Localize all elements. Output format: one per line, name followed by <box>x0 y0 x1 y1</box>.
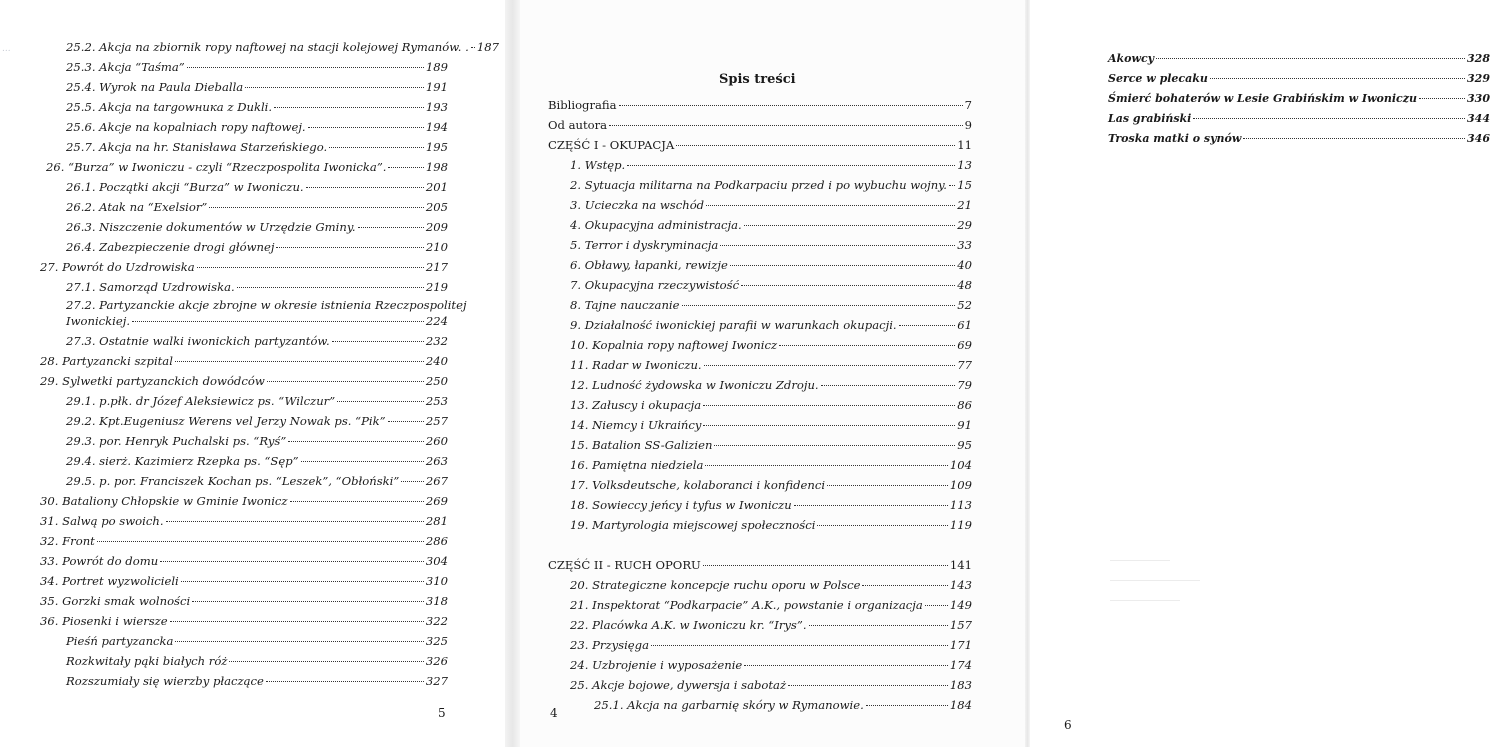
right-page-number: 6 <box>1064 718 1072 732</box>
toc-entry <box>570 198 972 212</box>
toc-entry-page: 326 <box>425 654 448 668</box>
dot-leader <box>720 245 955 246</box>
dot-leader <box>779 345 955 346</box>
dot-leader <box>245 87 424 88</box>
toc-entry <box>66 120 448 134</box>
toc-entry <box>1108 52 1490 66</box>
toc-entry-title: 34. Portret wyzwolicieli <box>40 574 179 588</box>
toc-entry-title: 30. Bataliony Chłopskie w Gminie Iwonicz <box>40 494 288 508</box>
toc-entry-title: 21. Inspektorat “Podkarpacie” A.K., powstanie i organizacja <box>570 598 923 612</box>
toc-entry-title: 29.3. por. Henryk Puchalski ps. “Ryś” <box>66 434 287 448</box>
toc-entry-page: 250 <box>425 374 448 388</box>
toc-entry-title: 17. Volksdeutsche, kolaboranci i konfidenci <box>570 478 826 492</box>
toc-entry <box>548 98 972 112</box>
toc-entry-page: 143 <box>949 578 972 592</box>
toc-entry-page: 346 <box>1467 132 1490 145</box>
toc-entry <box>66 220 448 234</box>
dot-leader <box>705 465 948 466</box>
toc-entry-title: 31. Salwą po swoich. <box>40 514 164 528</box>
dot-leader <box>266 681 424 682</box>
toc-entry-page: 217 <box>425 260 448 274</box>
dot-leader <box>229 661 423 662</box>
toc-entry-title: 29.4. sierż. Kazimierz Rzepka ps. “Sęp” <box>66 454 299 468</box>
dot-leader <box>627 165 955 166</box>
dot-leader <box>925 605 948 606</box>
toc-entry <box>66 474 448 488</box>
toc-entry-page: 198 <box>425 160 448 174</box>
toc-entry-title: 24. Uzbrojenie i wyposażenie <box>570 658 743 672</box>
toc-entry <box>1108 72 1490 86</box>
dot-leader <box>337 401 424 402</box>
toc-entry <box>570 418 972 432</box>
toc-entry-title: 27.1. Samorząd Uzdrowiska. <box>66 280 235 294</box>
dot-leader <box>744 665 948 666</box>
bleed-through-line <box>1110 600 1180 601</box>
toc-entry <box>594 698 972 712</box>
toc-entry <box>570 378 972 392</box>
toc-entry <box>66 280 448 294</box>
toc-entry <box>40 594 448 608</box>
toc-entry-title: 27. Powrót do Uzdrowiska <box>40 260 195 274</box>
toc-entry-page: 224 <box>425 314 448 328</box>
toc-entry-title: 3. Ucieczka na wschód <box>570 198 705 212</box>
toc-entry-page: 9 <box>964 118 972 132</box>
dot-leader <box>714 445 955 446</box>
dot-leader <box>1419 98 1465 99</box>
toc-entry-page: 21 <box>957 198 972 212</box>
toc-entry-page: 322 <box>425 614 448 628</box>
toc-entry <box>40 554 448 568</box>
dot-leader <box>274 107 424 108</box>
toc-entry <box>40 494 448 508</box>
toc-entry-title: 25.2. Akcja na zbiornik ropy naftowej na stacji kolejowej Rymanów. . <box>66 40 469 54</box>
toc-entry-title: 26.1. Początki akcji “Burza” w Iwoniczu. <box>66 180 304 194</box>
toc-entry-title: CZĘŚĆ I - OKUPACJA <box>548 138 675 152</box>
toc-entry-title: Iwonickiej. <box>66 314 131 328</box>
toc-entry <box>1108 132 1490 146</box>
toc-entry <box>40 354 448 368</box>
dot-leader <box>187 67 424 68</box>
toc-entry <box>570 278 972 292</box>
toc-entry-page: 157 <box>949 618 972 632</box>
toc-entry-title: 25.1. Akcja na garbarnię skóry w Rymanowie. <box>594 698 864 712</box>
middle-page <box>520 0 1025 747</box>
toc-entry-page: 269 <box>425 494 448 508</box>
toc-entry-page: 15 <box>957 178 972 192</box>
toc-entry <box>570 678 972 692</box>
toc-entry <box>66 180 448 194</box>
dot-leader <box>160 561 424 562</box>
dot-leader <box>949 185 955 186</box>
toc-entry-title: 4. Okupacyjna administracja. <box>570 218 742 232</box>
toc-entry-page: 263 <box>425 454 448 468</box>
middle-page-number: 4 <box>550 706 558 720</box>
toc-entry-page: 187 <box>476 40 499 54</box>
toc-entry-page: 240 <box>425 354 448 368</box>
dot-leader <box>827 485 948 486</box>
dot-leader <box>332 341 424 342</box>
toc-entry-page: 69 <box>957 338 972 352</box>
toc-entry <box>66 654 448 668</box>
dot-leader <box>301 461 424 462</box>
toc-entry-page: 183 <box>949 678 972 692</box>
toc-entry-title: 26.2. Atak na “Exelsior” <box>66 200 208 214</box>
toc-entry-page: 209 <box>425 220 448 234</box>
toc-entry <box>570 578 972 592</box>
toc-entry-title: 25.6. Akcje na kopalniach ropy naftowej. <box>66 120 306 134</box>
toc-entry <box>46 160 448 174</box>
dot-leader <box>192 601 424 602</box>
toc-entry-page: 327 <box>425 674 448 688</box>
toc-entry-title: 8. Tajne nauczanie <box>570 298 680 312</box>
toc-entry <box>570 338 972 352</box>
toc-entry-page: 310 <box>425 574 448 588</box>
toc-entry-title: Las grabiński <box>1108 112 1192 125</box>
dot-leader <box>237 287 424 288</box>
toc-entry-page: 344 <box>1467 112 1490 125</box>
toc-entry <box>570 218 972 232</box>
toc-entry-title: 9. Działalność iwonickiej parafii w warunkach okupacji. <box>570 318 897 332</box>
toc-entry <box>570 518 972 532</box>
toc-entry <box>548 118 972 132</box>
toc-entry-page: 91 <box>957 418 972 432</box>
toc-entry-title: 25. Akcje bojowe, dywersja i sabotaż <box>570 678 787 692</box>
toc-entry-wrapped-line2 <box>66 314 448 328</box>
toc-entry-page: 77 <box>957 358 972 372</box>
toc-entry-page: 79 <box>957 378 972 392</box>
toc-entry-title: 27.3. Ostatnie walki iwonickich partyzantów. <box>66 334 330 348</box>
right-page <box>1030 0 1511 747</box>
toc-entry <box>548 138 972 152</box>
dot-leader <box>741 285 955 286</box>
toc-entry-page: 210 <box>425 240 448 254</box>
toc-entry-page: 257 <box>425 414 448 428</box>
toc-entry-page: 281 <box>425 514 448 528</box>
toc-entry-title: 23. Przysięga <box>570 638 649 652</box>
toc-entry <box>66 100 448 114</box>
toc-entry-page: 61 <box>957 318 972 332</box>
toc-entry <box>40 534 448 548</box>
dot-leader <box>181 581 424 582</box>
toc-entry-title: 29.1. p.płk. dr Józef Aleksiewicz ps. “Wilczur” <box>66 394 336 408</box>
toc-entry-page: 184 <box>949 698 972 712</box>
toc-entry <box>570 458 972 472</box>
toc-title: Spis treści <box>719 72 796 87</box>
toc-entry-page: 267 <box>425 474 448 488</box>
dot-leader <box>132 321 424 322</box>
dot-leader <box>730 265 955 266</box>
toc-entry-page: 119 <box>949 518 972 532</box>
toc-entry-title: 2. Sytuacja militarna na Podkarpaciu przed i po wybuchu wojny. <box>570 178 947 192</box>
dot-leader <box>306 187 424 188</box>
dot-leader <box>703 405 955 406</box>
toc-entry-title: 35. Gorzki smak wolności <box>40 594 191 608</box>
dot-leader <box>899 325 956 326</box>
dot-leader <box>197 267 424 268</box>
toc-entry <box>570 158 972 172</box>
toc-entry-page: 328 <box>1467 52 1490 65</box>
toc-entry <box>66 394 448 408</box>
dot-leader <box>1156 58 1465 59</box>
toc-entry-title: 13. Załuscy i okupacja <box>570 398 702 412</box>
toc-entry-title: 26. “Burza” w Iwoniczu - czyli “Rzeczpospolita Iwonicka”. <box>46 160 387 174</box>
toc-entry <box>570 598 972 612</box>
toc-entry-title: Śmierć bohaterów w Lesie Grabińskim w Iwoniczu <box>1108 92 1417 105</box>
toc-entry-title: 14. Niemcy i Ukraińcy <box>570 418 702 432</box>
toc-entry-title: 32. Front <box>40 534 95 548</box>
toc-entry-page: 113 <box>949 498 972 512</box>
dot-leader <box>97 541 424 542</box>
toc-entry-page: 86 <box>957 398 972 412</box>
toc-entry <box>66 240 448 254</box>
toc-entry-title: 19. Martyrologia miejscowej społeczności <box>570 518 816 532</box>
toc-entry <box>570 618 972 632</box>
toc-entry-title: 29. Sylwetki partyzanckich dowódców <box>40 374 265 388</box>
toc-entry <box>40 514 448 528</box>
toc-entry-page: 48 <box>957 278 972 292</box>
dot-leader <box>682 305 956 306</box>
dot-leader <box>1193 118 1465 119</box>
toc-entry-title: Od autora <box>548 118 608 132</box>
toc-entry <box>570 658 972 672</box>
left-page <box>0 0 505 747</box>
dot-leader <box>809 625 948 626</box>
toc-entry-title: 25.3. Akcja “Taśma” <box>66 60 185 74</box>
toc-entry-page: 33 <box>957 238 972 252</box>
toc-entry-page: 29 <box>957 218 972 232</box>
toc-entry-title: Rozkwitały pąki białych róż <box>66 654 228 668</box>
toc-entry <box>570 178 972 192</box>
dot-leader <box>744 225 955 226</box>
toc-entry-page: 149 <box>949 598 972 612</box>
toc-entry-page: 330 <box>1467 92 1490 105</box>
toc-entry <box>66 60 448 74</box>
dot-leader <box>209 207 424 208</box>
toc-entry <box>66 414 448 428</box>
toc-entry <box>570 238 972 252</box>
toc-entry-title: 11. Radar w Iwoniczu. <box>570 358 702 372</box>
dot-leader <box>276 247 423 248</box>
dot-leader <box>170 621 424 622</box>
dot-leader <box>619 105 963 106</box>
toc-entry-title: 10. Kopalnia ropy naftowej Iwonicz <box>570 338 778 352</box>
toc-entry <box>1108 112 1490 126</box>
toc-entry <box>40 260 448 274</box>
toc-entry-page: 189 <box>425 60 448 74</box>
toc-entry <box>570 438 972 452</box>
toc-entry-title: 16. Pamiętna niedziela <box>570 458 704 472</box>
toc-entry-page: 201 <box>425 180 448 194</box>
toc-entry-title: 20. Strategiczne koncepcje ruchu oporu w Polsce <box>570 578 861 592</box>
toc-entry-page: 205 <box>425 200 448 214</box>
dot-leader <box>704 365 956 366</box>
toc-entry-title: 26.3. Niszczenie dokumentów w Urzędzie Gminy. <box>66 220 356 234</box>
toc-entry <box>1108 92 1490 106</box>
dot-leader <box>609 125 963 126</box>
toc-entry-title: 12. Ludność żydowska w Iwoniczu Zdroju. <box>570 378 819 392</box>
toc-entry <box>66 80 448 94</box>
dot-leader <box>308 127 424 128</box>
toc-entry <box>66 334 448 348</box>
dot-leader <box>706 205 955 206</box>
toc-entry-page: 286 <box>425 534 448 548</box>
toc-entry-title: 25.5. Akcja na targowника z Dukli. <box>66 100 273 114</box>
toc-entry-title: 25.4. Wyrok na Paula Dieballa <box>66 80 244 94</box>
dot-leader <box>358 227 424 228</box>
toc-entry-title: 15. Batalion SS-Galizien <box>570 438 713 452</box>
toc-entry-page: 193 <box>425 100 448 114</box>
toc-entry-page: 40 <box>957 258 972 272</box>
toc-entry <box>66 454 448 468</box>
dot-leader <box>267 381 424 382</box>
dot-leader <box>703 565 948 566</box>
toc-entry-page: 329 <box>1467 72 1490 85</box>
dot-leader <box>1243 138 1465 139</box>
toc-entry-title: Serce w plecaku <box>1108 72 1208 85</box>
dot-leader <box>288 441 424 442</box>
toc-entry <box>40 374 448 388</box>
toc-entry-title: 22. Placówka A.K. w Iwoniczu kr. “Irys”. <box>570 618 807 632</box>
toc-entry-title: 26.4. Zabezpieczenie drogi głównej <box>66 240 275 254</box>
dot-leader <box>388 421 424 422</box>
toc-entry-page: 260 <box>425 434 448 448</box>
toc-entry <box>66 434 448 448</box>
dot-leader <box>1210 78 1465 79</box>
page-gutter <box>505 0 520 747</box>
toc-entry-title: 29.5. p. por. Franciszek Kochan ps. “Leszek”, “Obłoński” <box>66 474 400 488</box>
toc-entry-page: 232 <box>425 334 448 348</box>
toc-entry <box>66 634 448 648</box>
toc-entry-page: 104 <box>949 458 972 472</box>
toc-entry <box>570 298 972 312</box>
toc-entry <box>66 674 448 688</box>
toc-entry <box>548 558 972 572</box>
toc-entry <box>570 478 972 492</box>
toc-entry-title: 36. Piosenki i wiersze <box>40 614 168 628</box>
dot-leader <box>175 641 423 642</box>
toc-entry-title: 28. Partyzancki szpital <box>40 354 173 368</box>
toc-entry-page: 13 <box>957 158 972 172</box>
toc-entry-page: 318 <box>425 594 448 608</box>
bleed-through-line <box>1110 580 1200 581</box>
toc-entry-page: 174 <box>949 658 972 672</box>
toc-entry-page: 7 <box>964 98 972 112</box>
dot-leader <box>388 167 423 168</box>
toc-entry-title: 25.7. Akcja na hr. Stanisława Starzeńskiego. <box>66 140 328 154</box>
dot-leader <box>401 481 424 482</box>
toc-entry <box>40 574 448 588</box>
toc-entry-page: 253 <box>425 394 448 408</box>
toc-entry-page: 195 <box>425 140 448 154</box>
toc-entry-title: Pieśń partyzancka <box>66 634 174 648</box>
toc-entry <box>570 318 972 332</box>
dot-leader <box>166 521 424 522</box>
toc-entry-title: Bibliografia <box>548 98 617 112</box>
toc-entry-title: 1. Wstęp. <box>570 158 626 172</box>
dot-leader <box>175 361 424 362</box>
toc-entry-title: 6. Obławy, łapanki, rewizje <box>570 258 728 272</box>
toc-entry-title: Troska matki o synów <box>1108 132 1242 145</box>
dot-leader <box>821 385 956 386</box>
toc-entry <box>66 40 499 54</box>
dot-leader <box>817 525 947 526</box>
toc-entry-title: 27.2. Partyzanckie akcje zbrojne w okresie istnienia Rzeczpospolitej <box>66 298 467 312</box>
toc-entry-page: 95 <box>957 438 972 452</box>
toc-entry-title: Akowcy <box>1108 52 1155 65</box>
dot-leader <box>788 685 948 686</box>
toc-entry <box>66 200 448 214</box>
toc-entry <box>570 258 972 272</box>
dot-leader <box>651 645 948 646</box>
dot-leader <box>794 505 948 506</box>
toc-entry <box>570 638 972 652</box>
toc-entry <box>570 498 972 512</box>
bleed-through-line <box>1110 560 1170 561</box>
toc-entry-page: 191 <box>425 80 448 94</box>
toc-entry-title: 29.2. Kpt.Eugeniusz Werens vel Jerzy Nowak ps. “Pik” <box>66 414 386 428</box>
toc-entry-page: 171 <box>949 638 972 652</box>
dot-leader <box>676 145 955 146</box>
toc-entry-page: 11 <box>957 138 972 152</box>
dot-leader <box>866 705 948 706</box>
toc-entry-page: 109 <box>949 478 972 492</box>
toc-entry <box>570 358 972 372</box>
toc-entry-title: CZĘŚĆ II - RUCH OPORU <box>548 558 701 572</box>
dot-leader <box>862 585 947 586</box>
bleed-through-text: ... <box>2 44 11 54</box>
toc-entry-page: 141 <box>949 558 972 572</box>
toc-entry-title: Rozszumiały się wierzby płaczące <box>66 674 264 688</box>
dot-leader <box>703 425 955 426</box>
toc-entry-wrapped-line1 <box>66 298 467 312</box>
dot-leader <box>290 501 424 502</box>
toc-entry-page: 52 <box>957 298 972 312</box>
left-page-number: 5 <box>438 706 446 720</box>
toc-entry-page: 304 <box>425 554 448 568</box>
toc-entry-title: 7. Okupacyjna rzeczywistość <box>570 278 740 292</box>
toc-entry-title: 5. Terror i dyskryminacja <box>570 238 719 252</box>
dot-leader <box>329 147 424 148</box>
toc-entry-title: 33. Powrót do domu <box>40 554 159 568</box>
toc-entry <box>570 398 972 412</box>
toc-entry-page: 194 <box>425 120 448 134</box>
toc-entry-title: 18. Sowieccy jeńcy i tyfus w Iwoniczu <box>570 498 792 512</box>
toc-entry-page: 219 <box>425 280 448 294</box>
toc-entry-page: 325 <box>425 634 448 648</box>
dot-leader <box>471 47 475 48</box>
toc-entry <box>66 140 448 154</box>
toc-entry <box>40 614 448 628</box>
